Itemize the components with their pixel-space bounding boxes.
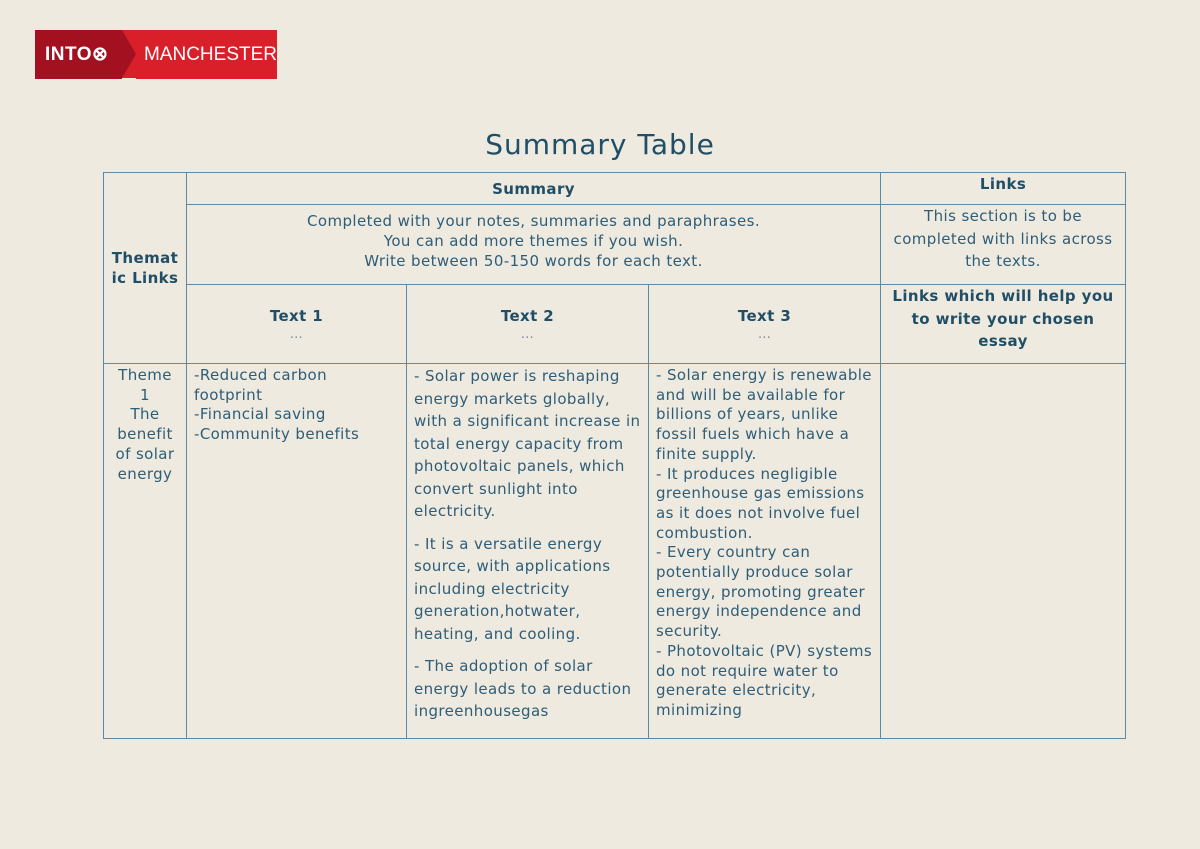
page-title: Summary Table (485, 128, 715, 161)
summary-instructions: Completed with your notes, summaries and paraphrases. You can add more themes if you wish. Write between 50-150 words for each text. (187, 205, 881, 285)
text3-header-cell (649, 285, 881, 364)
text1-header-cell (187, 285, 407, 364)
text2-notes (407, 364, 649, 739)
text1-notes: -Reduced carbon footprint -Financial saving -Community benefits (187, 364, 407, 739)
links-column-header: Links which will help you to write your chosen essay (881, 285, 1126, 364)
logo-separator (122, 30, 136, 78)
links-notes[interactable] (881, 364, 1126, 739)
text2-ellipsis: … (520, 326, 535, 342)
text2-paragraph: - The adoption of solar energy leads to a reduction ingreenhousegas (414, 657, 632, 720)
into-manchester-logo (35, 30, 277, 79)
thematic-links-header: Themat ic Links (104, 173, 187, 364)
theme-label: Theme 1 The benefit of solar energy (104, 364, 187, 739)
logo-manchester-text: MANCHESTER (136, 30, 277, 79)
text2-header: Text 2 (500, 306, 555, 325)
text3-notes: - Solar energy is renewable and will be available for billions of years, unlike fossil fuels which have a finite supply. - It produces negligible greenhouse gas emissions as it does not involve fuel combustion. - Every country can potentially produce solar energy, promoting greater energy independence and security. - Photovoltaic (PV) systems do not require water to generate electricity, minimizing (649, 364, 881, 739)
text2-header-cell (407, 285, 649, 364)
summary-header: Summary (187, 173, 881, 205)
text2-paragraph: - Solar power is reshaping energy markets globally, with a significant increase in total energy capacity from photovoltaic panels, which convert sunlight into electricity. (414, 367, 641, 520)
text3-header: Text 3 (737, 306, 792, 325)
text3-ellipsis: … (757, 326, 772, 342)
text2-paragraph: - It is a versatile energy source, with applications including electricity generation,hotwater, heating, and cooling. (414, 534, 611, 643)
logo-into-text: INTO⊗ (35, 30, 122, 79)
links-instructions: This section is to be completed with links across the texts. (881, 205, 1126, 285)
summary-table (103, 172, 1126, 739)
text1-header: Text 1 (269, 306, 324, 325)
links-header: Links (881, 173, 1126, 205)
text1-ellipsis: … (289, 326, 304, 342)
